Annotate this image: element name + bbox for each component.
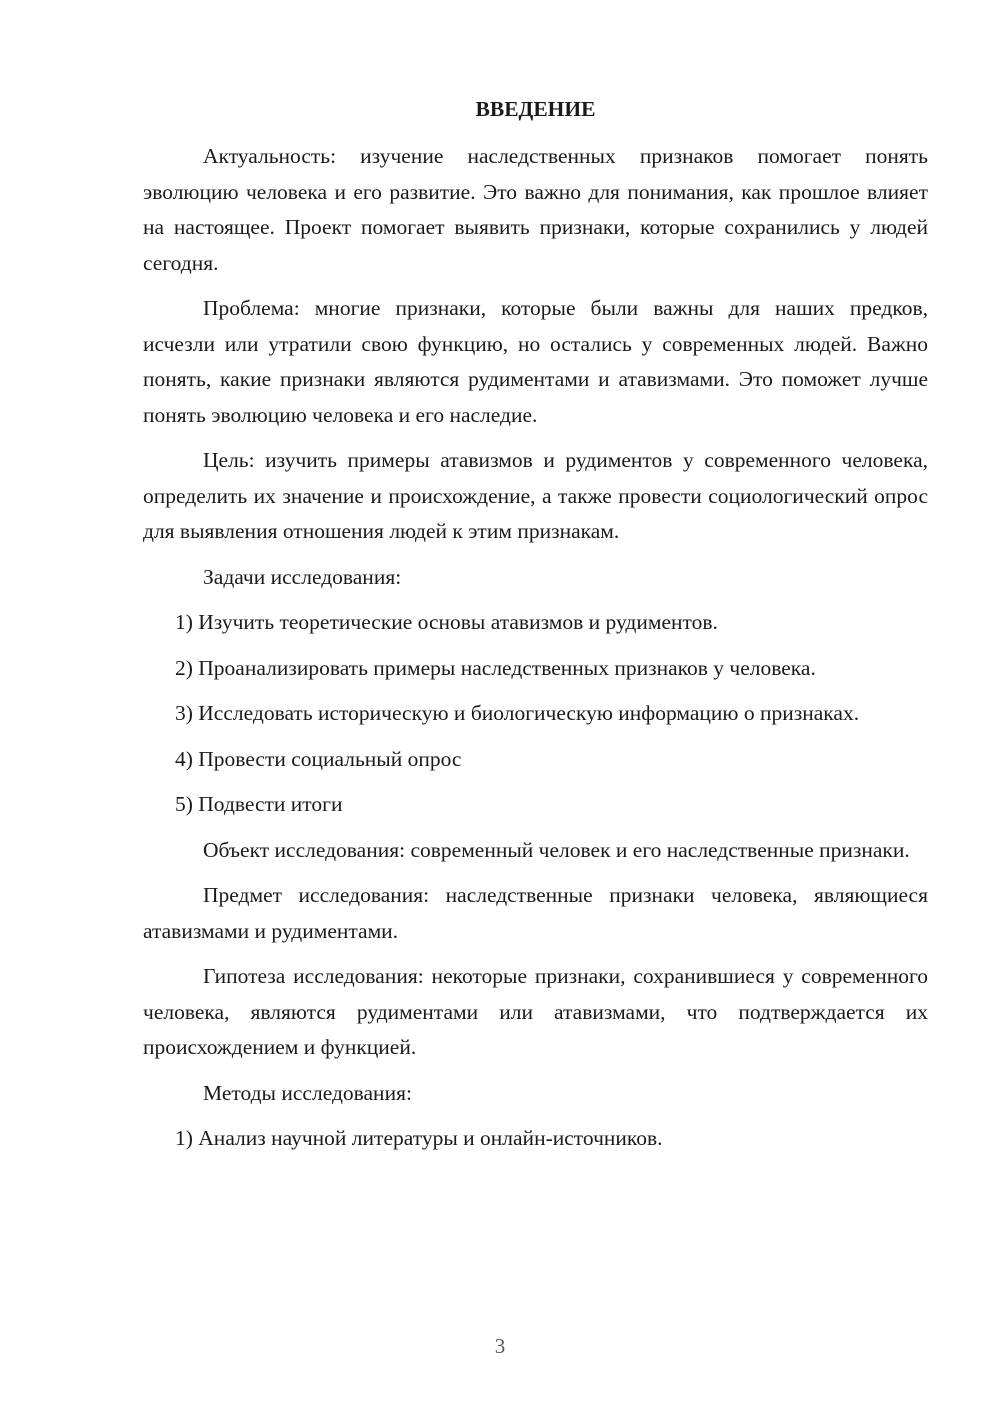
- task-item-5: 5) Подвести итоги: [175, 792, 343, 816]
- paragraph-hypothesis: Гипотеза исследования: некоторые признаки, сохранившиеся у современного человека, являются рудиментами или атавизмами, что подтверждается их происхождением и функцией.: [143, 964, 928, 1059]
- paragraph-subject: Предмет исследования: наследственные признаки человека, являющиеся атавизмами и рудиментами.: [143, 883, 928, 943]
- paragraph-object: Объект исследования: современный человек и его наследственные признаки.: [203, 837, 910, 862]
- section-title: ВВЕДЕНИЕ: [475, 97, 596, 121]
- paragraph-relevance: Актуальность: изучение наследственных признаков помогает понять эволюцию человека и его развитие. Это важно для понимания, как прошлое влияет на настоящее. Проект помогает выявить признаки, которые сохранились у людей сегодня.: [143, 144, 928, 275]
- paragraph-problem: Проблема: многие признаки, которые были важны для наших предков, исчезли или утратили свою функцию, но остались у современных людей. Важно понять, какие признаки являются рудиментами и атавизмами. Это поможет лучше понять эволюцию человека и его наследие.: [143, 296, 928, 427]
- task-item-3: 3) Исследовать историческую и биологическую информацию о признаках.: [175, 701, 860, 725]
- paragraph-goal: Цель: изучить примеры атавизмов и рудиментов у современного человека, определить их значение и происхождение, а также провести социологический опрос для выявления отношения людей к этим признакам.: [143, 448, 928, 543]
- page-number: 3: [494, 1334, 506, 1358]
- document-page: [143, 92, 928, 1167]
- task-item-1: 1) Изучить теоретические основы атавизмов и рудиментов.: [175, 610, 718, 634]
- method-item-1: 1) Анализ научной литературы и онлайн-источников.: [175, 1126, 663, 1150]
- paragraph-tasks-heading: Задачи исследования:: [203, 564, 402, 589]
- task-item-4: 4) Провести социальный опрос: [175, 746, 462, 771]
- task-item-2: 2) Проанализировать примеры наследственных признаков у человека.: [175, 655, 816, 680]
- paragraph-methods-heading: Методы исследования:: [203, 1080, 412, 1105]
